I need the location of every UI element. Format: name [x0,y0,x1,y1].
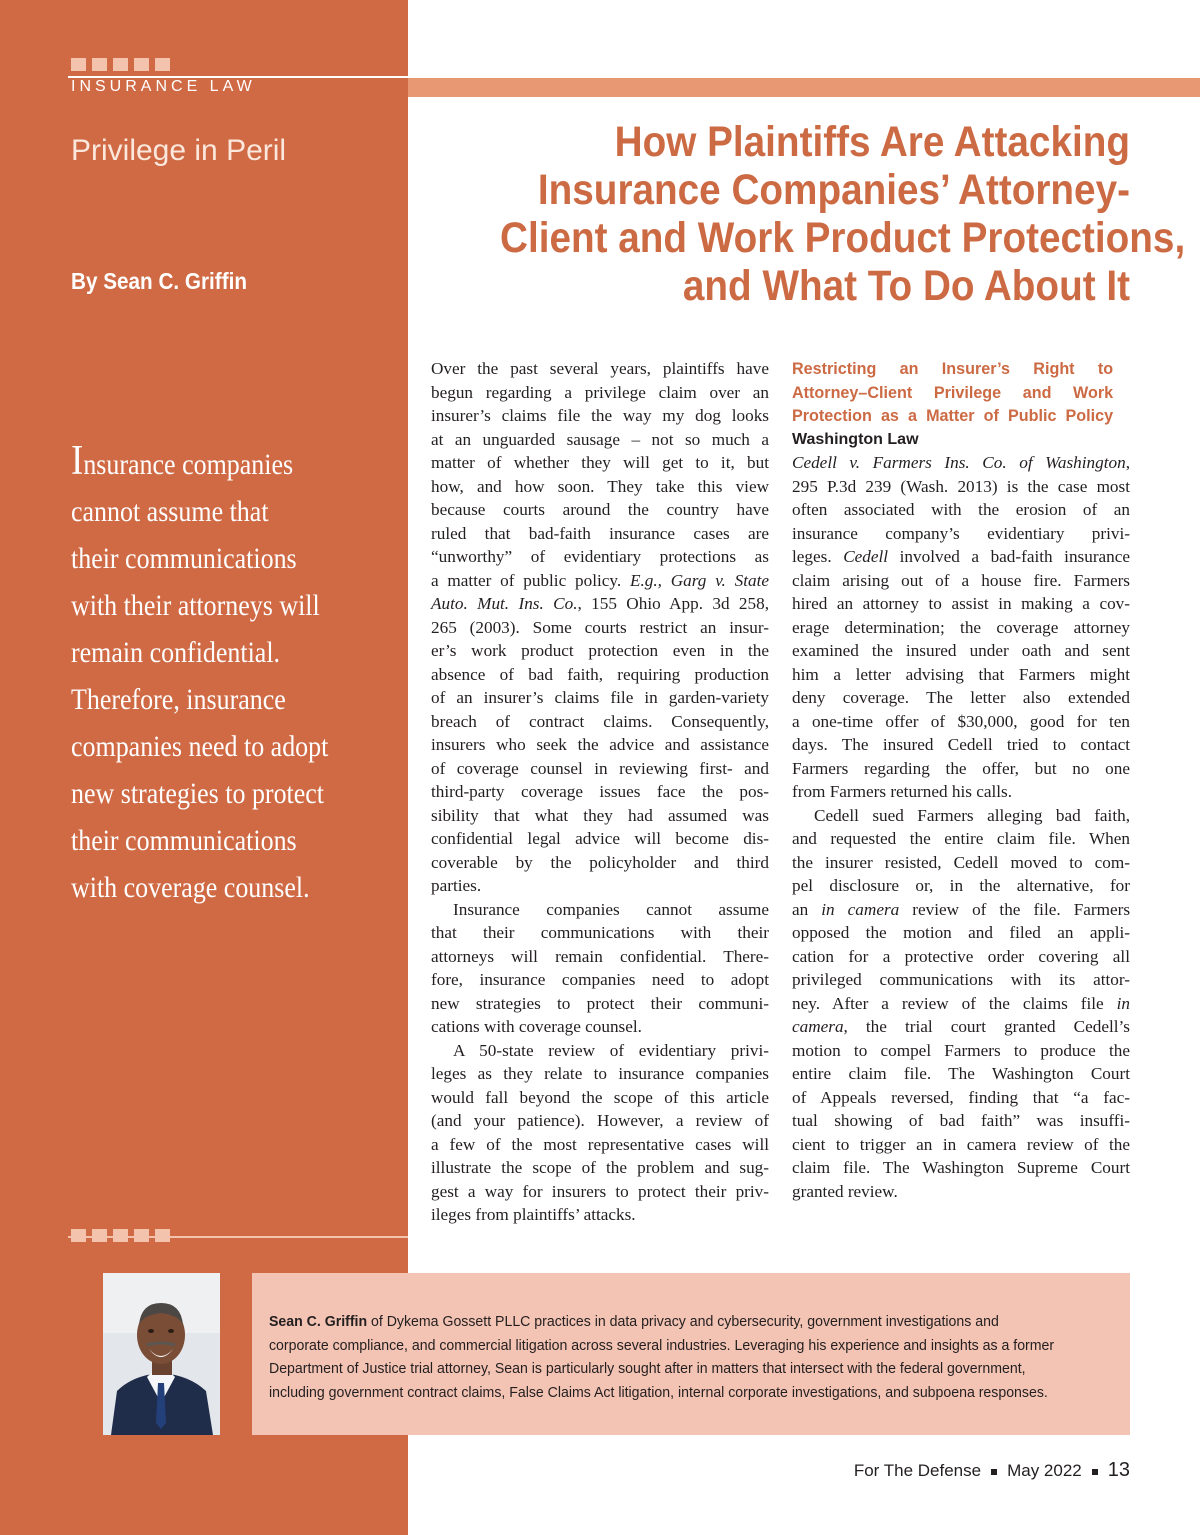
text-line: cation for a protective order covering all [792,946,1130,966]
square-bullet [113,1229,128,1242]
pull-quote-line: their communications [71,543,297,575]
text-line: privileged communications with its attor- [792,970,1130,989]
text-line: of coverage counsel in reviewing first- and [431,758,769,778]
body-column-1 [431,357,769,1227]
text-line: attorneys will remain confidential. There- [431,946,769,966]
square-bullet [134,58,149,71]
text-line: 295 P.3d 239 (Wash. 2013) is the case most [792,476,1130,496]
text-line: matter of whether they will get to it, but [431,453,769,472]
text-line: confidential legal advice will become dis- [431,829,769,848]
text-line: of Appeals reversed, finding that “a fac- [792,1087,1130,1107]
publication-name: For The Defense [853,1461,982,1480]
text-line: days. The insured Cedell tried to contact [792,735,1130,754]
text-line: a few of the most representative cases will [431,1134,769,1154]
footer-separator [991,1469,997,1475]
section-squares-top [71,58,170,71]
text-line: granted review. [792,1181,898,1201]
bio-line: Department of Justice trial attorney, Sean is particularly sought after in matters that intersect with the federal government, [269,1360,1026,1377]
text-line: illustrate the scope of the problem and sug- [431,1158,769,1177]
text-line: how, and how soon. They take this view [431,476,769,496]
bio-line: Sean C. Griffin of Dykema Gossett PLLC practices in data privacy and cybersecurity, government investigations and [269,1313,999,1330]
text-line: Over the past several years, plaintiffs have [431,359,769,378]
square-bullet [134,1229,149,1242]
text-line: a one-time offer of $30,000, good for ten [792,711,1130,731]
pull-quote-line: Insurance companies [71,438,294,484]
text-line: insurer’s claims file the way my dog looks [431,406,769,425]
square-bullet [71,58,86,71]
square-bullet [113,58,128,71]
title-line: How Plaintiffs Are Attacking [614,118,1130,166]
text-line: begun regarding a privilege claim over an [431,382,769,402]
title-line: and What To Do About It [682,262,1130,310]
text-line: camera, the trial court granted Cedell’s [792,1017,1130,1036]
page-footer [854,1459,1130,1482]
text-line: claim file. The Washington Supreme Court [792,1158,1130,1177]
text-line: ileges from plaintiffs’ attacks. [431,1205,636,1224]
subhead-line: Attorney–Client Privilege and Work [792,382,1114,402]
text-line: 265 (2003). Some courts restrict an insur- [431,617,769,637]
section-label: INSURANCE LAW [71,78,256,95]
pull-quote [71,438,391,912]
text-line: and requested the entire claim file. When [792,829,1130,848]
text-line: of an insurer’s claims file in garden-variety [431,688,769,707]
bio-author-name: Sean C. Griffin [269,1313,368,1330]
text-line: at an unguarded sausage – not so much a [431,429,769,449]
pull-quote-line: with their attorneys will [71,590,320,622]
text-line: Auto. Mut. Ins. Co., 155 Ohio App. 3d 258, [431,594,769,613]
text-line: often associated with the erosion of an [792,500,1130,519]
page-number: 13 [1107,1459,1130,1481]
text-line: gest a way for insurers to protect their priv- [431,1181,769,1201]
text-line: entire claim file. The Washington Court [792,1064,1130,1083]
header-band [408,78,1200,97]
text-line: motion to compel Farmers to produce the [792,1040,1130,1060]
text-line: insurers who seek the advice and assistance [431,735,769,754]
text-line: Cedell v. Farmers Ins. Co. of Washington, [792,453,1130,472]
text-line: leges as they relate to insurance companies [431,1064,769,1083]
text-line: opposed the motion and filed an appli- [792,923,1130,942]
text-line: coverable by the policyholder and third [431,852,769,872]
square-bullet [92,58,107,71]
text-line: breach of contract claims. Consequently, [431,711,769,731]
pull-quote-line: their communications [71,825,297,857]
bio-line: corporate compliance, and commercial litigation across several industries. Leveraging his experience and insights as a former [269,1336,1055,1354]
minor-heading: Washington Law [792,430,919,448]
text-line: an in camera review of the file. Farmers [792,899,1131,919]
drop-initial: I [71,438,84,484]
title-line: Client and Work Product Protections, [500,214,1186,262]
text-line: cient to trigger an in camera review of the [792,1134,1130,1154]
section-subhead [792,357,1130,428]
pull-quote-line: Therefore, insurance [71,684,286,716]
square-bullet [155,1229,170,1242]
pull-quote-line: companies need to adopt [71,731,329,763]
kicker: Privilege in Peril [71,134,287,167]
square-bullet [155,58,170,71]
text-line: A 50-state review of evidentiary privi- [453,1040,769,1060]
pull-quote-line: with coverage counsel. [71,872,310,904]
text-line: third-party coverage issues face the pos- [431,782,769,801]
square-bullet [71,1229,86,1242]
text-line: new strategies to protect their communi- [431,993,769,1013]
byline: By Sean C. Griffin [71,268,247,294]
text-line: absence of bad faith, requiring production [431,664,769,684]
title-line: Insurance Companies’ Attorney- [537,166,1130,214]
pull-quote-line: new strategies to protect [71,778,325,810]
text-line: (and your patience). However, a review of [431,1111,769,1130]
text-line: Insurance companies cannot assume [453,899,769,919]
text-line: because courts around the country have [431,500,769,519]
text-line: a matter of public policy. E.g., Garg v. State [431,570,770,590]
pull-quote-line: remain confidential. [71,637,281,669]
text-line: sibility that what they had assumed was [431,805,769,825]
author-portrait-image [103,1273,220,1435]
footer-separator [1092,1469,1098,1475]
issue-date: May 2022 [1007,1461,1082,1480]
text-line: erage determination; the coverage attorney [792,617,1130,637]
body-column-2 [792,357,1130,1203]
text-line: Cedell sued Farmers alleging bad faith, [814,805,1130,825]
pull-quote-line: cannot assume that [71,496,269,528]
text-line: Farmers regarding the offer, but no one [792,758,1130,778]
subhead-line: Restricting an Insurer’s Right to [792,359,1114,378]
text-line: fore, insurance companies need to adopt [431,970,769,989]
text-line: would fall beyond the scope of this article [431,1087,769,1107]
square-bullet [92,1229,107,1242]
bio-line: including government contract claims, False Claims Act litigation, internal corporate investigations, and subpoena responses. [269,1383,1048,1401]
text-line: pel disclosure or, in the alternative, for [792,876,1130,895]
section-squares-bottom [71,1229,170,1242]
text-line: hired an attorney to assist in making a cov- [792,594,1130,613]
subhead-line: Protection as a Matter of Public Policy [792,406,1114,425]
text-line: him a letter advising that Farmers might [792,664,1130,684]
text-line: insurance company’s evidentiary privi- [792,523,1130,543]
text-line: er’s work product protection even in the [431,641,769,660]
author-bio [269,1310,1115,1404]
text-line: cations with coverage counsel. [431,1017,642,1036]
text-line: ney. After a review of the claims file in [792,993,1130,1013]
text-line: deny coverage. The letter also extended [792,688,1130,707]
text-line: leges. Cedell involved a bad-faith insurance [792,547,1131,566]
article-title [430,118,1186,310]
text-line: claim arising out of a house fire. Farmers [792,570,1130,590]
text-line: “unworthy” of evidentiary protections as [431,547,769,566]
text-line: parties. [431,876,482,895]
text-line: tual showing of bad faith” was insuffi- [792,1111,1130,1130]
text-line: examined the insured under oath and sent [792,641,1130,660]
text-line: from Farmers returned his calls. [792,782,1013,801]
text-line: the insurer resisted, Cedell moved to com- [792,852,1130,872]
text-line: ruled that bad-faith insurance cases are [431,523,769,543]
text-line: that their communications with their [431,923,769,942]
author-photo [103,1273,220,1435]
